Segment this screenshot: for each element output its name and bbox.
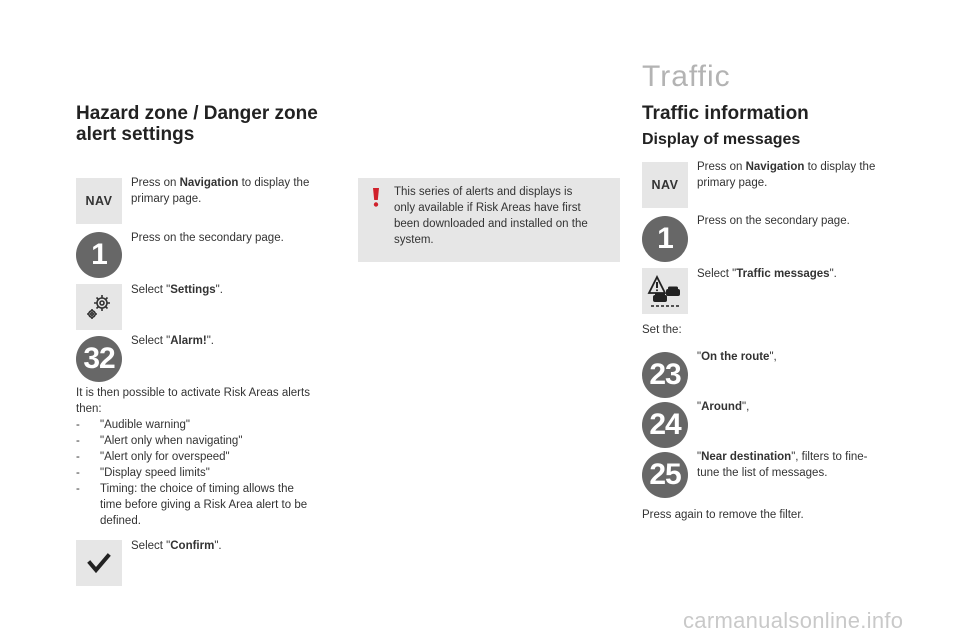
navigation-bold: Navigation	[179, 177, 239, 189]
text: Select "	[131, 335, 171, 347]
text: ",	[741, 401, 750, 413]
traffic-messages-bold: Traffic messages	[736, 268, 830, 280]
confirm-bold: Confirm	[170, 540, 215, 552]
option-audible-warning: "Audible warning"	[100, 419, 190, 431]
left-step-confirm	[131, 538, 222, 554]
list-dash: -	[76, 419, 80, 431]
display-of-messages-heading: Display of messages	[642, 131, 801, 148]
text: "	[697, 351, 702, 363]
step-number-label: 25	[649, 458, 681, 491]
traffic-information-heading: Traffic information	[642, 103, 809, 124]
on-the-route-bold: On the route	[701, 351, 770, 363]
list-dash: -	[76, 467, 80, 479]
confirm-icon-box	[76, 540, 122, 586]
traffic-icon-box	[642, 268, 688, 314]
list-item	[76, 449, 346, 465]
step-number-label: 23	[649, 358, 681, 391]
text: defined.	[100, 515, 141, 527]
step-number-24	[642, 402, 688, 448]
heading-line-2: alert settings	[76, 124, 195, 145]
text: Press on	[131, 177, 180, 189]
text: only available if Risk Areas have first	[394, 202, 581, 214]
text: tune the list of messages.	[697, 467, 828, 479]
list-dash: -	[76, 483, 80, 495]
nav-button-icon	[642, 162, 688, 208]
text: ".	[215, 284, 223, 296]
nav-label: NAV	[651, 178, 679, 192]
filter-near-destination	[697, 449, 907, 481]
chapter-title: Traffic	[642, 60, 731, 93]
around-bold: Around	[701, 401, 742, 413]
text: time before giving a Risk Area alert to be	[100, 499, 308, 511]
alarm-bold: Alarm!	[170, 335, 207, 347]
list-item	[76, 465, 346, 481]
text: primary page.	[697, 177, 768, 189]
option-alert-overspeed: "Alert only for overspeed"	[100, 451, 230, 463]
intro-text: then:	[76, 403, 102, 415]
nav-button-icon	[76, 178, 122, 224]
text: ", filters to fine-	[791, 451, 868, 463]
step-number-label: 24	[649, 408, 681, 441]
text: ".	[214, 540, 222, 552]
step-number-1	[76, 232, 122, 278]
text: ",	[769, 351, 777, 363]
step-number-label: 1	[657, 222, 673, 255]
list-dash: -	[76, 451, 80, 463]
text: Select "	[131, 284, 171, 296]
step-number-32	[76, 336, 122, 382]
option-display-speed-limits: "Display speed limits"	[100, 467, 210, 479]
nav-label: NAV	[85, 194, 113, 208]
step-number-label: 32	[83, 342, 115, 375]
text: Select "	[131, 540, 171, 552]
step-number-1	[642, 216, 688, 262]
filter-on-the-route	[697, 349, 777, 365]
text: Press on	[697, 161, 746, 173]
gears-icon	[82, 290, 116, 324]
settings-icon-box	[76, 284, 122, 330]
text: "	[697, 401, 702, 413]
navigation-bold: Navigation	[745, 161, 805, 173]
text: to display the	[804, 161, 876, 173]
checkmark-icon	[86, 550, 112, 576]
settings-bold: Settings	[170, 284, 216, 296]
list-item	[76, 481, 346, 529]
left-step-settings	[131, 282, 223, 298]
heading-line-1: Hazard zone / Danger zone	[76, 103, 318, 124]
press-again-text: Press again to remove the filter.	[642, 509, 804, 521]
intro-text: It is then possible to activate Risk Areas alerts	[76, 387, 310, 399]
note-text	[394, 184, 614, 248]
traffic-warning-icon	[647, 273, 683, 309]
list-item	[76, 433, 346, 449]
risk-areas-note	[358, 178, 620, 262]
hazard-zone-heading	[76, 103, 318, 145]
text: ".	[829, 268, 837, 280]
exclamation-icon	[365, 186, 387, 208]
text: been downloaded and installed on the	[394, 218, 588, 230]
step-number-23	[642, 352, 688, 398]
right-step-secondary-page: Press on the secondary page.	[697, 215, 850, 227]
list-dash: -	[76, 435, 80, 447]
risk-areas-options	[76, 385, 346, 529]
text: system.	[394, 234, 434, 246]
left-step-navigation	[131, 175, 336, 207]
step-number-label: 1	[91, 238, 107, 271]
text: Select "	[697, 268, 737, 280]
text: ".	[206, 335, 214, 347]
right-step-navigation	[697, 159, 907, 191]
text: Timing: the choice of timing allows the	[100, 483, 294, 495]
watermark: carmanualsonline.info	[683, 608, 904, 633]
text: "	[697, 451, 702, 463]
filter-around	[697, 399, 749, 415]
set-the-label: Set the:	[642, 324, 682, 336]
left-step-alarm	[131, 333, 214, 349]
near-destination-bold: Near destination	[701, 451, 792, 463]
text: primary page.	[131, 193, 202, 205]
text: This series of alerts and displays is	[394, 186, 573, 198]
text: to display the	[238, 177, 310, 189]
right-step-traffic-messages	[697, 266, 837, 282]
option-alert-navigating: "Alert only when navigating"	[100, 435, 243, 447]
option-timing	[100, 481, 307, 529]
step-number-25	[642, 452, 688, 498]
left-step-secondary-page: Press on the secondary page.	[131, 232, 284, 244]
list-item	[76, 417, 346, 433]
